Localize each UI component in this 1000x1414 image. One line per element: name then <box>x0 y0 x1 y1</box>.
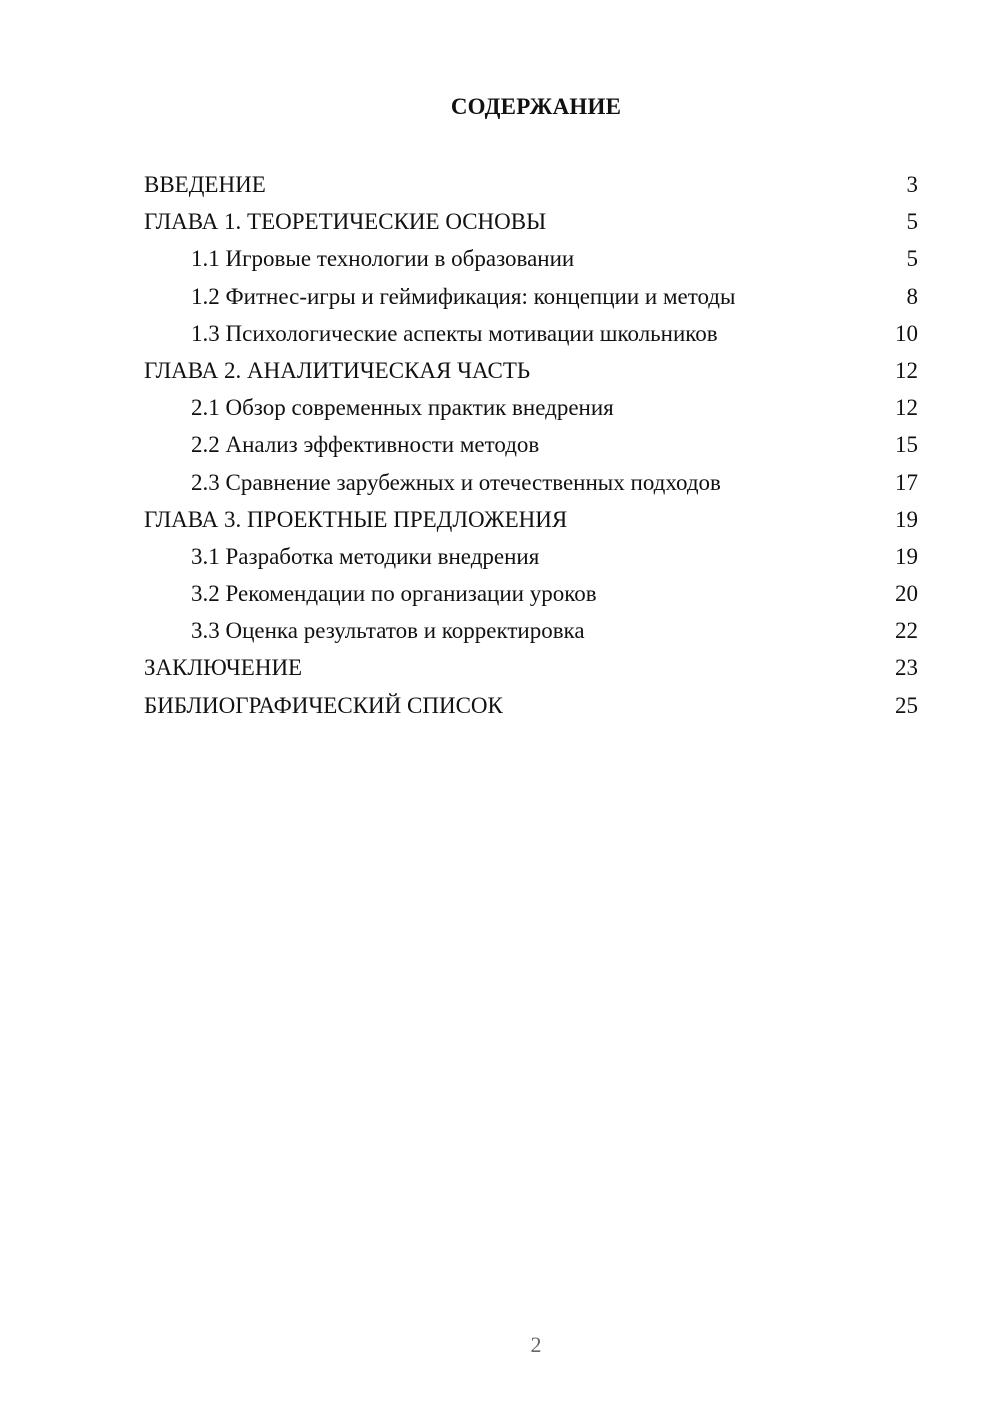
toc-entry-label: 3.3 Оценка результатов и корректировка <box>191 618 585 644</box>
toc-entry-page: 3 <box>906 172 918 197</box>
toc-entry-page: 10 <box>895 320 918 346</box>
toc-entry-label: ГЛАВА 1. ТЕОРЕТИЧЕСКИЕ ОСНОВЫ <box>144 209 547 235</box>
toc-entry <box>144 315 918 352</box>
toc-entry <box>144 240 918 277</box>
toc-entry-label: БИБЛИОГРАФИЧЕСКИЙ СПИСОК <box>144 692 503 718</box>
toc-entry-page: 19 <box>895 543 918 569</box>
toc-entry-page: 5 <box>906 246 918 272</box>
toc-entry <box>144 649 918 686</box>
toc-entry-label: 1.3 Психологические аспекты мотивации школьников <box>191 320 718 346</box>
toc-entry <box>144 389 918 426</box>
page-title: СОДЕРЖАНИЕ <box>450 94 622 119</box>
toc-entry-page: 22 <box>895 618 918 644</box>
page-number: 2 <box>530 1332 542 1357</box>
toc-entry-label: ГЛАВА 3. ПРОЕКТНЫЕ ПРЕДЛОЖЕНИЯ <box>144 506 568 532</box>
toc-entry-label: 1.1 Игровые технологии в образовании <box>191 246 575 272</box>
toc-entry-page: 15 <box>895 432 918 458</box>
toc-entry-label: 1.2 Фитнес-игры и геймификация: концепции и методы <box>191 283 736 309</box>
toc-entry-page: 20 <box>895 581 918 607</box>
toc-entry-page: 17 <box>895 469 918 495</box>
toc-entry-label: ГЛАВА 2. АНАЛИТИЧЕСКАЯ ЧАСТЬ <box>144 357 531 383</box>
toc-entry <box>144 426 918 463</box>
toc-entry <box>144 575 918 612</box>
toc-entry-label: 2.1 Обзор современных практик внедрения <box>191 395 614 421</box>
toc-entry-label: 3.2 Рекомендации по организации уроков <box>191 581 597 607</box>
toc-entry <box>144 352 918 389</box>
toc-entry <box>144 538 918 575</box>
toc-entry-label: ВВЕДЕНИЕ <box>144 172 266 197</box>
toc-entry-page: 19 <box>895 506 918 532</box>
toc-entry-label: 3.1 Разработка методики внедрения <box>191 543 540 569</box>
toc-entry <box>144 464 918 501</box>
toc-entry-label: 2.2 Анализ эффективности методов <box>191 432 540 458</box>
toc-entry-label: 2.3 Сравнение зарубежных и отечественных подходов <box>191 469 721 495</box>
toc-entry-label: ЗАКЛЮЧЕНИЕ <box>144 655 303 681</box>
toc-entry-page: 23 <box>895 655 918 681</box>
toc-entry-page: 12 <box>895 395 918 421</box>
toc-entry <box>144 501 918 538</box>
toc-entry <box>144 278 918 315</box>
toc-entry <box>144 612 918 649</box>
table-of-contents <box>144 166 918 724</box>
toc-entry-page: 8 <box>906 283 918 309</box>
toc-entry-page: 5 <box>906 209 918 235</box>
toc-entry <box>144 166 918 203</box>
toc-entry-page: 25 <box>895 692 918 718</box>
toc-entry-page: 12 <box>895 357 918 383</box>
toc-entry <box>144 203 918 240</box>
toc-entry <box>144 687 918 724</box>
